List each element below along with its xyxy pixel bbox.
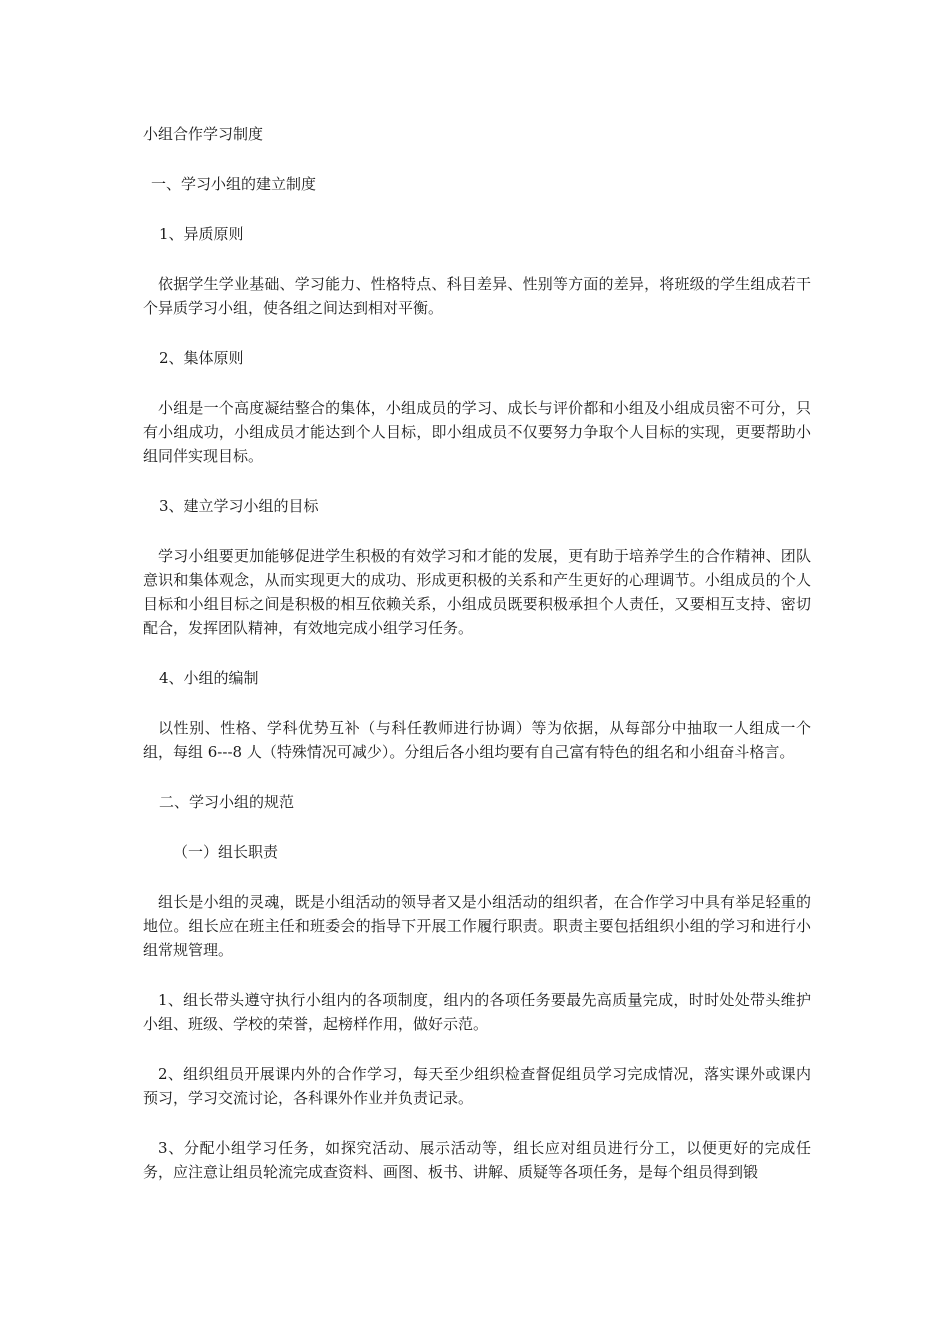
body-paragraph: 2、组织组员开展课内外的合作学习，每天至少组织检查督促组员学习完成情况，落实课外或课内预习，学习交流讨论，各科课外作业并负责记录。 xyxy=(143,1065,811,1107)
body-paragraph: 1、组长带头遵守执行小组内的各项制度，组内的各项任务要最先高质量完成，时时处处带头维护小组、班级、学校的荣誉，起榜样作用，做好示范。 xyxy=(143,991,811,1033)
body-paragraph: 学习小组要更加能够促进学生积极的有效学习和才能的发展，更有助于培养学生的合作精神、团队意识和集体观念，从而实现更大的成功、形成更积极的关系和产生更好的心理调节。小组成员的个人目标和小组目标之间是积极的相互依赖关系，小组成员既要积极承担个人责任，又要相互支持、密切配合，发挥团队精神，有效地完成小组学习任务。 xyxy=(143,547,811,637)
subsection-heading: 4、小组的编制 xyxy=(159,669,259,687)
body-paragraph: 组长是小组的灵魂，既是小组活动的领导者又是小组活动的组织者，在合作学习中具有举足轻重的地位。组长应在班主任和班委会的指导下开展工作履行职责。职责主要包括组织小组的学习和进行小组常规管理。 xyxy=(143,893,811,959)
body-paragraph: 小组是一个高度凝结整合的集体，小组成员的学习、成长与评价都和小组及小组成员密不可分，只有小组成功，小组成员才能达到个人目标，即小组成员不仅要努力争取个人目标的实现，更要帮助小组同伴实现目标。 xyxy=(143,399,811,465)
body-paragraph: 依据学生学业基础、学习能力、性格特点、科目差异、性别等方面的差异，将班级的学生组成若干个异质学习小组，使各组之间达到相对平衡。 xyxy=(143,275,811,317)
section-heading: 一、学习小组的建立制度 xyxy=(151,175,317,193)
subsection-heading: 1、异质原则 xyxy=(159,225,244,243)
document-title: 小组合作学习制度 xyxy=(143,125,264,143)
document-body xyxy=(143,122,811,1210)
section-heading: 二、学习小组的规范 xyxy=(159,793,295,811)
subsection-heading: 3、建立学习小组的目标 xyxy=(159,497,319,515)
body-paragraph: 3、分配小组学习任务，如探究活动、展示活动等，组长应对组员进行分工，以便更好的完成任务，应注意让组员轮流完成查资料、画图、板书、讲解、质疑等各项任务，是每个组员得到锻 xyxy=(143,1139,811,1181)
body-paragraph: 以性别、性格、学科优势互补（与科任教师进行协调）等为依据，从每部分中抽取一人组成一个组，每组 6---8 人（特殊情况可减少）。分组后各小组均要有自己富有特色的组名和小组奋斗格言。 xyxy=(143,719,811,761)
subsection-heading: 2、集体原则 xyxy=(159,349,244,367)
subsection-heading: （一）组长职责 xyxy=(173,843,279,861)
